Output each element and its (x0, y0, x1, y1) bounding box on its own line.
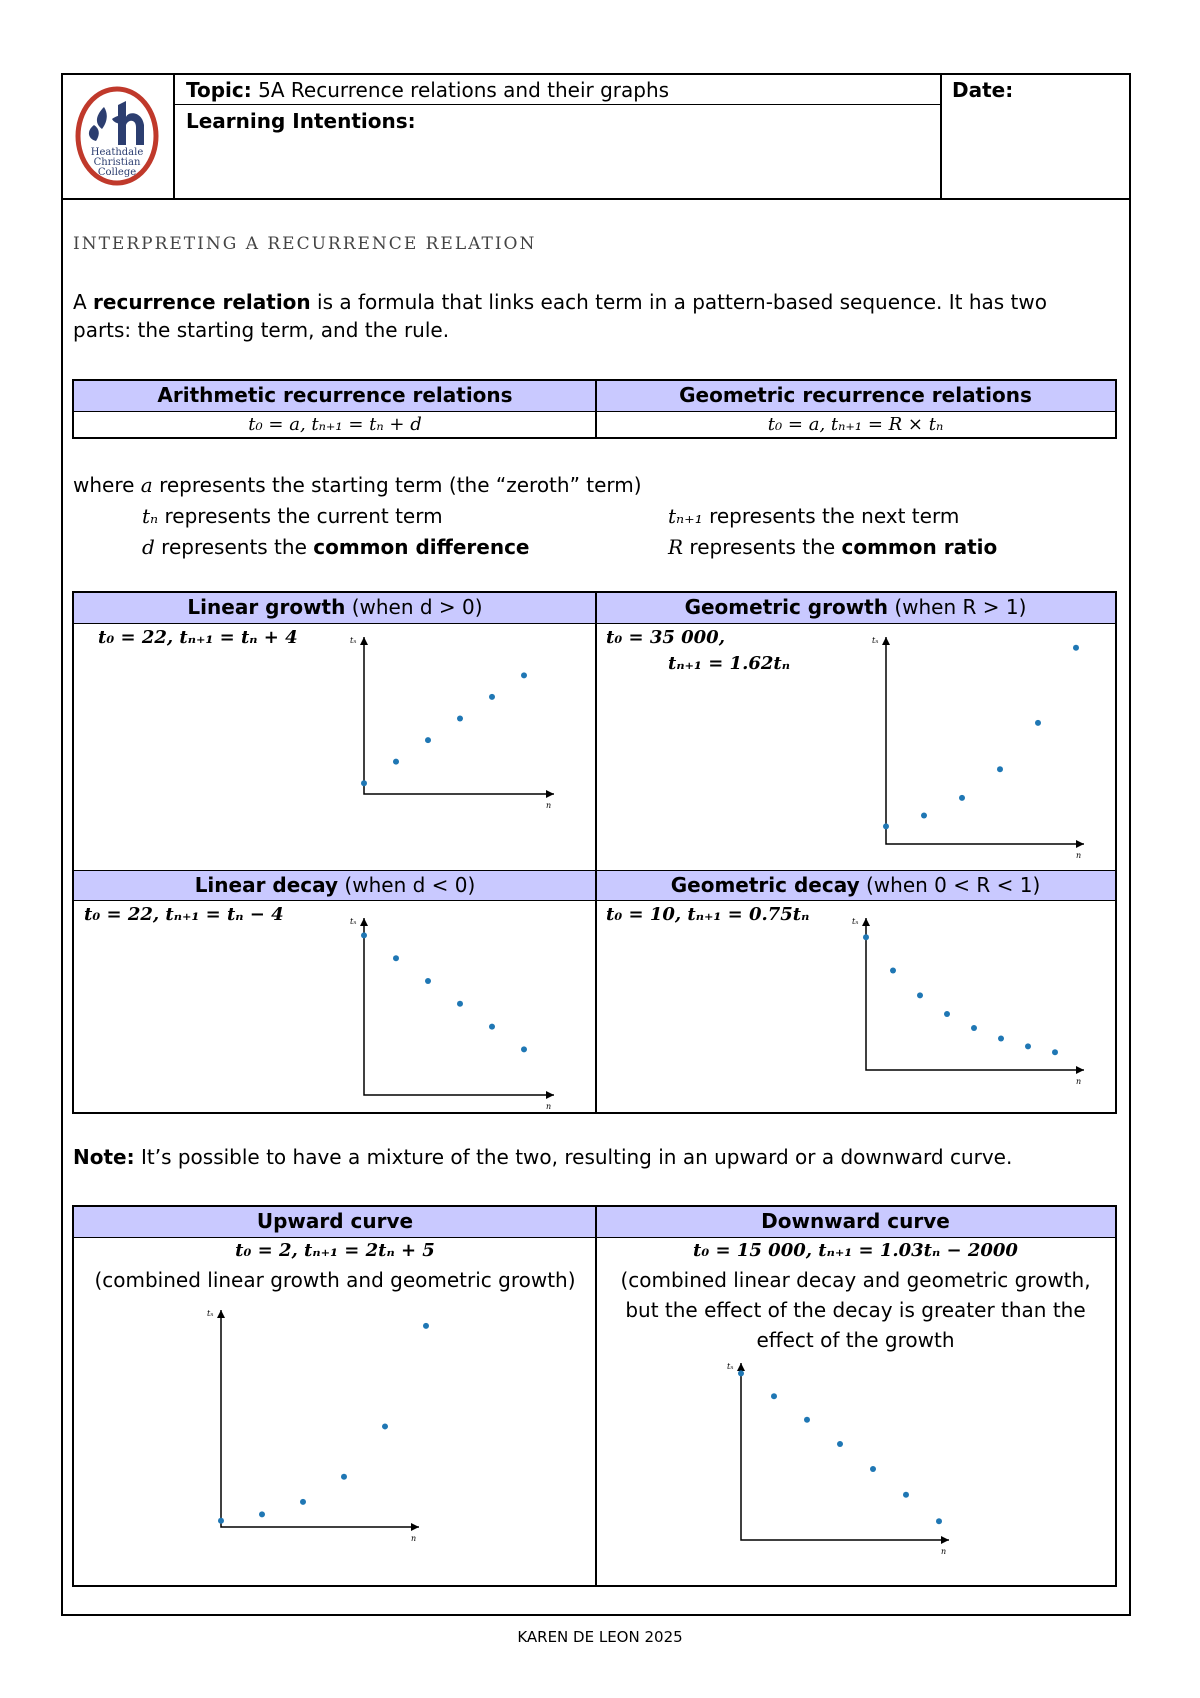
data-point (738, 1370, 744, 1376)
def-d-text: represents the (154, 535, 314, 559)
y-axis-arrow (862, 918, 870, 926)
data-point (998, 1036, 1004, 1042)
data-point (890, 967, 896, 973)
note-paragraph (73, 1143, 1012, 1171)
data-point (393, 759, 399, 765)
x-axis-arrow (1076, 840, 1084, 848)
x-axis-label: n (1076, 851, 1082, 860)
geo-decay-graph (852, 910, 1094, 1086)
x-axis-label: n (1076, 1077, 1082, 1086)
header-divider-1 (173, 73, 175, 200)
data-point (361, 932, 367, 938)
data-point (1035, 720, 1041, 726)
def-tn1-text: represents the next term (702, 504, 960, 528)
lg-cond: (when d > 0) (345, 595, 483, 619)
ld-formula: t₀ = 22, tₙ₊₁ = tₙ − 4 (84, 904, 284, 925)
header-bottom-rule (61, 198, 1131, 200)
data-point (457, 716, 463, 722)
definition-d (142, 533, 530, 561)
def-r-bold: common ratio (841, 535, 998, 559)
header-divider-2 (940, 73, 942, 200)
curve-divider (595, 1207, 597, 1585)
upward-formula: t₀ = 2, tₙ₊₁ = 2tₙ + 5 (235, 1240, 435, 1261)
lg-bold: Linear growth (187, 595, 346, 619)
def-r-text: represents the (683, 535, 842, 559)
definition-r (668, 533, 997, 561)
lg-formula: t₀ = 22, tₙ₊₁ = tₙ + 4 (98, 627, 298, 648)
data-point (870, 1466, 876, 1472)
downward-curve-graph (729, 1355, 969, 1555)
definition-tn1 (668, 502, 959, 530)
learning-intentions-label: Learning Intentions: (186, 109, 416, 133)
data-point (1025, 1043, 1031, 1049)
def-d-symbol: d (142, 535, 155, 559)
data-point (863, 934, 869, 940)
relations-table (72, 379, 1117, 439)
ld-bold: Linear decay (194, 873, 339, 897)
topic-line (186, 76, 669, 104)
topic-label: Topic: (186, 78, 252, 102)
x-axis-arrow (941, 1536, 949, 1544)
x-axis-label: n (546, 801, 552, 810)
definition-tn (142, 502, 443, 530)
data-point (489, 694, 495, 700)
linear-growth-graph (350, 629, 564, 810)
topic-value: 5A Recurrence relations and their graphs (258, 78, 670, 102)
footer-author: KAREN DE LEON 2025 (517, 1628, 683, 1646)
x-axis-label: n (411, 1534, 417, 1543)
gg-cond: (when R > 1) (887, 595, 1027, 619)
data-point (917, 992, 923, 998)
note-bold: Note: (73, 1145, 135, 1169)
data-point (425, 737, 431, 743)
data-point (971, 1025, 977, 1031)
geo-growth-graph (874, 629, 1094, 859)
downward-desc-3: effect of the growth (756, 1328, 955, 1352)
data-point (883, 823, 889, 829)
data-point (804, 1417, 810, 1423)
gd-bold: Geometric decay (670, 873, 860, 897)
downward-desc-1: (combined linear decay and geometric growth, (620, 1268, 1091, 1292)
x-axis-arrow (546, 1091, 554, 1099)
growth-decay-table (72, 591, 1117, 1114)
ld-cond: (when d < 0) (338, 873, 476, 897)
y-axis-label: tₙ (872, 636, 879, 645)
downward-formula: t₀ = 15 000, tₙ₊₁ = 1.03tₙ − 2000 (693, 1240, 1018, 1261)
arith-formula: t₀ = a, tₙ₊₁ = tₙ + d (248, 414, 422, 435)
arith-header: Arithmetic recurrence relations (74, 381, 596, 412)
y-axis-label: tₙ (207, 1309, 214, 1318)
growth-divider (595, 593, 597, 1112)
curve-table (72, 1205, 1117, 1587)
def-tn-text: represents the current term (158, 504, 443, 528)
y-axis-arrow (360, 918, 368, 926)
logo-text-1: Heathdale (90, 147, 144, 158)
downward-desc-2: but the effect of the decay is greater than the (625, 1298, 1086, 1322)
data-point (944, 1011, 950, 1017)
upward-desc: (combined linear growth and geometric growth) (94, 1268, 576, 1292)
data-point (521, 1046, 527, 1052)
data-point (921, 813, 927, 819)
data-point (218, 1518, 224, 1524)
y-axis-label: tₙ (727, 1362, 734, 1371)
graph-axes (866, 918, 1084, 1070)
gg-formula-1: t₀ = 35 000, (606, 627, 725, 648)
logo-text-3: College (97, 167, 137, 178)
x-axis-label: n (546, 1102, 552, 1111)
data-point (771, 1393, 777, 1399)
y-axis-arrow (737, 1363, 745, 1371)
def-r-symbol: R (668, 535, 684, 559)
data-point (300, 1499, 306, 1505)
gg-bold: Geometric growth (684, 595, 888, 619)
x-axis-label: n (941, 1547, 947, 1556)
x-axis-arrow (546, 790, 554, 798)
section-title: INTERPRETING A RECURRENCE RELATION (73, 234, 537, 254)
y-axis-arrow (360, 637, 368, 645)
y-axis-label: tₙ (350, 636, 357, 645)
data-point (382, 1423, 388, 1429)
def-d-bold: common difference (313, 535, 530, 559)
data-point (259, 1511, 265, 1517)
data-point (393, 955, 399, 961)
data-point (457, 1001, 463, 1007)
graph-axes (886, 637, 1084, 844)
data-point (361, 780, 367, 786)
header-topic-rule (174, 104, 940, 105)
linear-decay-header (74, 870, 596, 901)
y-axis-label: tₙ (852, 917, 859, 926)
data-point (936, 1518, 942, 1524)
data-point (423, 1323, 429, 1329)
intro-line-2: parts: the starting term, and the rule. (73, 318, 450, 342)
gd-cond: (when 0 < R < 1) (859, 873, 1041, 897)
y-axis-label: tₙ (350, 917, 357, 926)
data-point (1052, 1049, 1058, 1055)
data-point (521, 672, 527, 678)
linear-decay-graph (350, 910, 564, 1111)
upward-curve-graph (209, 1302, 439, 1542)
linear-growth-header (74, 593, 596, 624)
y-axis-arrow (217, 1310, 225, 1318)
data-point (903, 1492, 909, 1498)
definition-a (73, 471, 642, 499)
data-point (997, 766, 1003, 772)
data-point (341, 1474, 347, 1480)
gd-formula: t₀ = 10, tₙ₊₁ = 0.75tₙ (606, 904, 810, 925)
upward-header: Upward curve (74, 1207, 596, 1238)
intro-paragraph (73, 288, 1123, 344)
def-where: where (73, 473, 141, 497)
note-text: It’s possible to have a mixture of the two, resulting in an upward or a downward curve. (134, 1145, 1013, 1169)
data-point (489, 1024, 495, 1030)
graph-axes (364, 637, 554, 794)
graph-axes (741, 1363, 949, 1540)
data-point (837, 1441, 843, 1447)
logo-text-2: Christian (93, 157, 141, 168)
def-a-text: represents the starting term (the “zeroth” term) (152, 473, 642, 497)
geo-decay-header (596, 870, 1115, 901)
geo-growth-header (596, 593, 1115, 624)
def-tn1-symbol: tₙ₊₁ (668, 504, 703, 528)
geo-header: Geometric recurrence relations (596, 381, 1115, 412)
intro-rest: is a formula that links each term in a pattern-based sequence. It has two (310, 290, 1047, 314)
gg-formula-2: tₙ₊₁ = 1.62tₙ (668, 653, 790, 674)
data-point (1073, 645, 1079, 651)
date-label: Date: (952, 78, 1014, 102)
intro-prefix: A (73, 290, 94, 314)
data-point (959, 795, 965, 801)
downward-header: Downward curve (596, 1207, 1115, 1238)
y-axis-arrow (882, 637, 890, 645)
x-axis-arrow (1076, 1066, 1084, 1074)
intro-bold-term: recurrence relation (93, 290, 311, 314)
graph-axes (221, 1310, 419, 1527)
def-a-symbol: a (140, 473, 153, 497)
def-tn-symbol: tₙ (142, 504, 159, 528)
geo-formula: t₀ = a, tₙ₊₁ = R × tₙ (767, 414, 944, 435)
college-logo (74, 85, 160, 187)
data-point (425, 978, 431, 984)
x-axis-arrow (411, 1523, 419, 1531)
